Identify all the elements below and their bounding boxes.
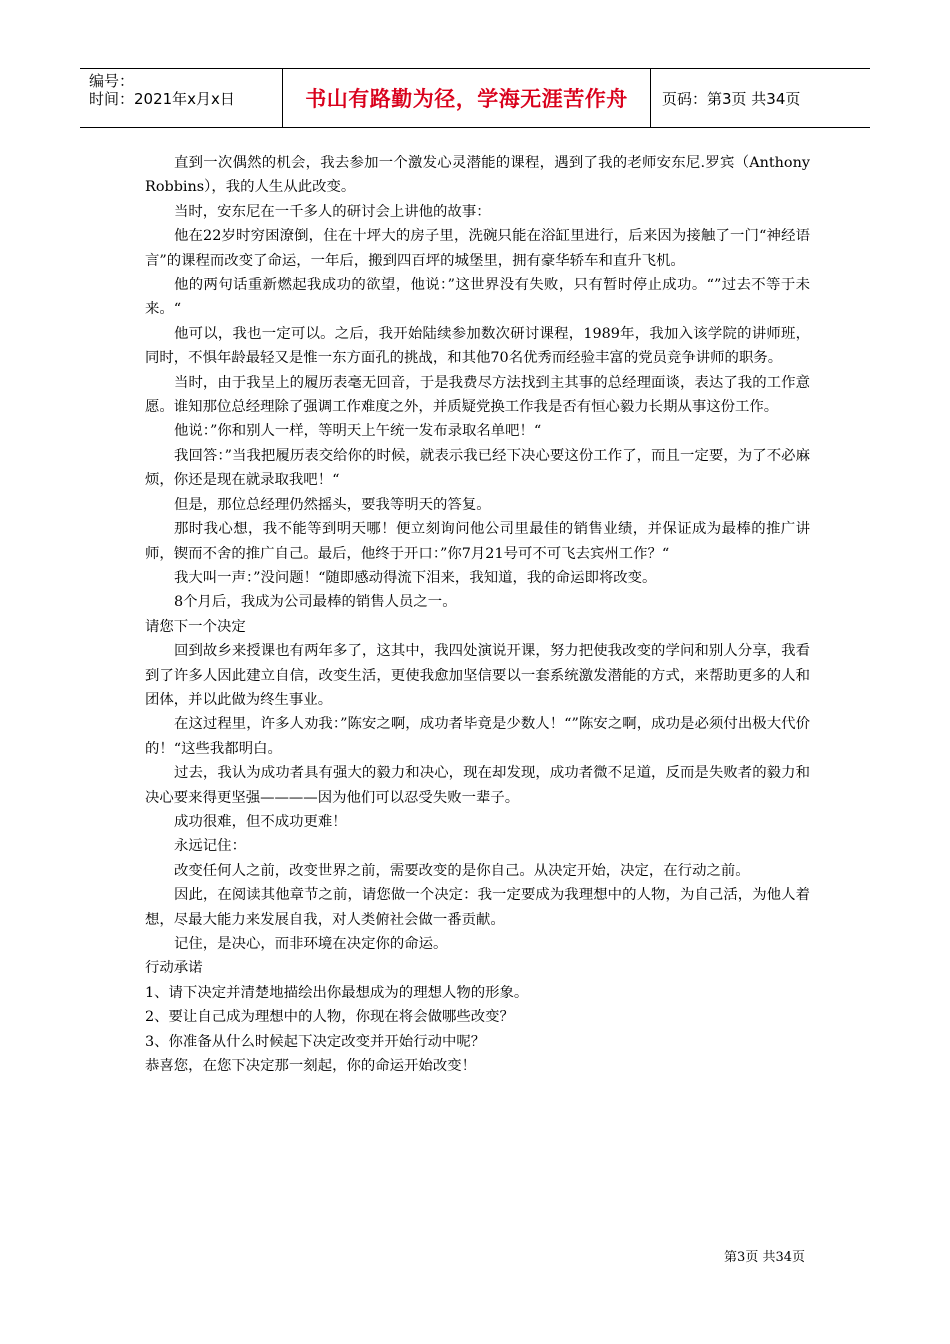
- body-paragraph: 当时，由于我呈上的履历表毫无回音，于是我费尽方法找到主其事的总经理面谈，表达了我的工作意愿。谁知那位总经理除了强调工作难度之外，并质疑党换工作我是否有恒心毅力长期从事这份工作。: [145, 374, 810, 416]
- body-paragraph: 在这过程里，许多人劝我：”陈安之啊，成功者毕竟是少数人！“”陈安之啊，成功是必须付出极大代价的！“这些我都明白。: [145, 716, 810, 757]
- document-date: 时间：2021年x月x日: [89, 90, 235, 108]
- body-paragraph: 当时，安东尼在一千多人的研讨会上讲他的故事：: [174, 203, 491, 220]
- body-paragraph: 记住，是决心，而非环境在决定你的命运。: [174, 936, 448, 952]
- heading-or-list-line: 2、要让自己成为理想中的人物，你现在将会做哪些改变？: [145, 1009, 514, 1026]
- header-motto: 书山有路勤为径，学海无涯苦作舟: [283, 69, 651, 127]
- body-paragraph: 他说：”你和别人一样，等明天上午统一发布录取名单吧！“: [174, 423, 542, 440]
- heading-or-list-line: 3、你准备从什么时候起下决定改变并开始行动中呢？: [145, 1033, 486, 1050]
- heading-or-list-line: 请您下一个决定: [145, 618, 246, 635]
- header-page-info: 页码：第3页 共34页: [662, 89, 801, 108]
- body-paragraph: 直到一次偶然的机会，我去参加一个激发心灵潜能的课程，遇到了我的老师安东尼.罗宾（Anthony Robbins），我的人生从此改变。: [145, 155, 810, 196]
- document-number-label: 编号：: [89, 72, 135, 90]
- body-paragraph: 他可以，我也一定可以。之后，我开始陆续参加数次研讨课程，1989年，我加入该学院的讲师班，同时，不惧年龄最轻又是惟一东方面孔的挑战，和其他70名优秀而经验丰富的党员竞争讲师的职务。: [145, 325, 810, 367]
- body-paragraph: 因此，在阅读其他章节之前，请您做一个决定：我一定要成为我理想中的人物，为自己活，为他人着想，尽最大能力来发展自我，对人类俯社会做一番贡献。: [145, 887, 810, 928]
- body-paragraph: 那时我心想，我不能等到明天哪！便立刻询问他公司里最佳的销售业绩，并保证成为最棒的推广讲师，锲而不舍的推广自己。最后，他终于开口：”你7月21号可不可飞去宾州工作？“: [145, 521, 810, 562]
- body-paragraph: 我大叫一声：”没问题！“随即感动得流下泪来，我知道，我的命运即将改变。: [174, 569, 657, 586]
- body-paragraph: 回到故乡来授课也有两年多了，这其中，我四处演说开课，努力把使我改变的学问和别人分享，我看到了许多人因此建立自信，改变生活，更使我愈加坚信要以一套系统激发潜能的方式，来帮助更多的人和团体，并以此做为终生事业。: [145, 643, 810, 708]
- heading-or-list-line: 行动承诺: [145, 960, 203, 977]
- body-paragraph: 过去，我认为成功者具有强大的毅力和决心，现在却发现，成功者微不足道，反而是失败者的毅力和决心要来得更坚强————因为他们可以忍受失败一辈子。: [145, 765, 810, 806]
- body-paragraph: 成功很难，但不成功更难！: [174, 813, 347, 830]
- body-paragraph: 永远记住：: [174, 838, 246, 855]
- body-paragraph: 8个月后，我成为公司最棒的销售人员之一。: [174, 594, 457, 611]
- header-meta: [80, 69, 283, 127]
- body-paragraph: 他在22岁时穷困潦倒，住在十坪大的房子里，洗碗只能在浴缸里进行，后来因为接触了一门“神经语言”的课程而改变了命运，一年后，搬到四百坪的城堡里，拥有豪华轿车和直升飞机。: [145, 228, 810, 269]
- body-paragraph: 但是，那位总经理仍然摇头，要我等明天的答复。: [174, 496, 491, 513]
- heading-or-list-line: 恭喜您，在您下决定那一刻起，你的命运开始改变！: [145, 1058, 476, 1075]
- page-footer: 第3页 共34页: [724, 1250, 805, 1265]
- body-paragraph: 他的两句话重新燃起我成功的欲望，他说：”这世界没有失败，只有暂时停止成功。“”过去不等于未来。“: [145, 277, 810, 318]
- heading-or-list-line: 1、请下决定并清楚地描绘出你最想成为的理想人物的形象。: [145, 984, 529, 1001]
- body-paragraph: 我回答：”当我把履历表交给你的时候，就表示我已经下决心要这份工作了，而且一定要，为了不必麻烦，你还是现在就录取我吧！“: [145, 447, 810, 489]
- page-header: [80, 68, 870, 128]
- body-paragraph: 改变任何人之前，改变世界之前，需要改变的是你自己。从决定开始，决定，在行动之前。: [174, 862, 750, 879]
- document-body: [145, 151, 810, 1078]
